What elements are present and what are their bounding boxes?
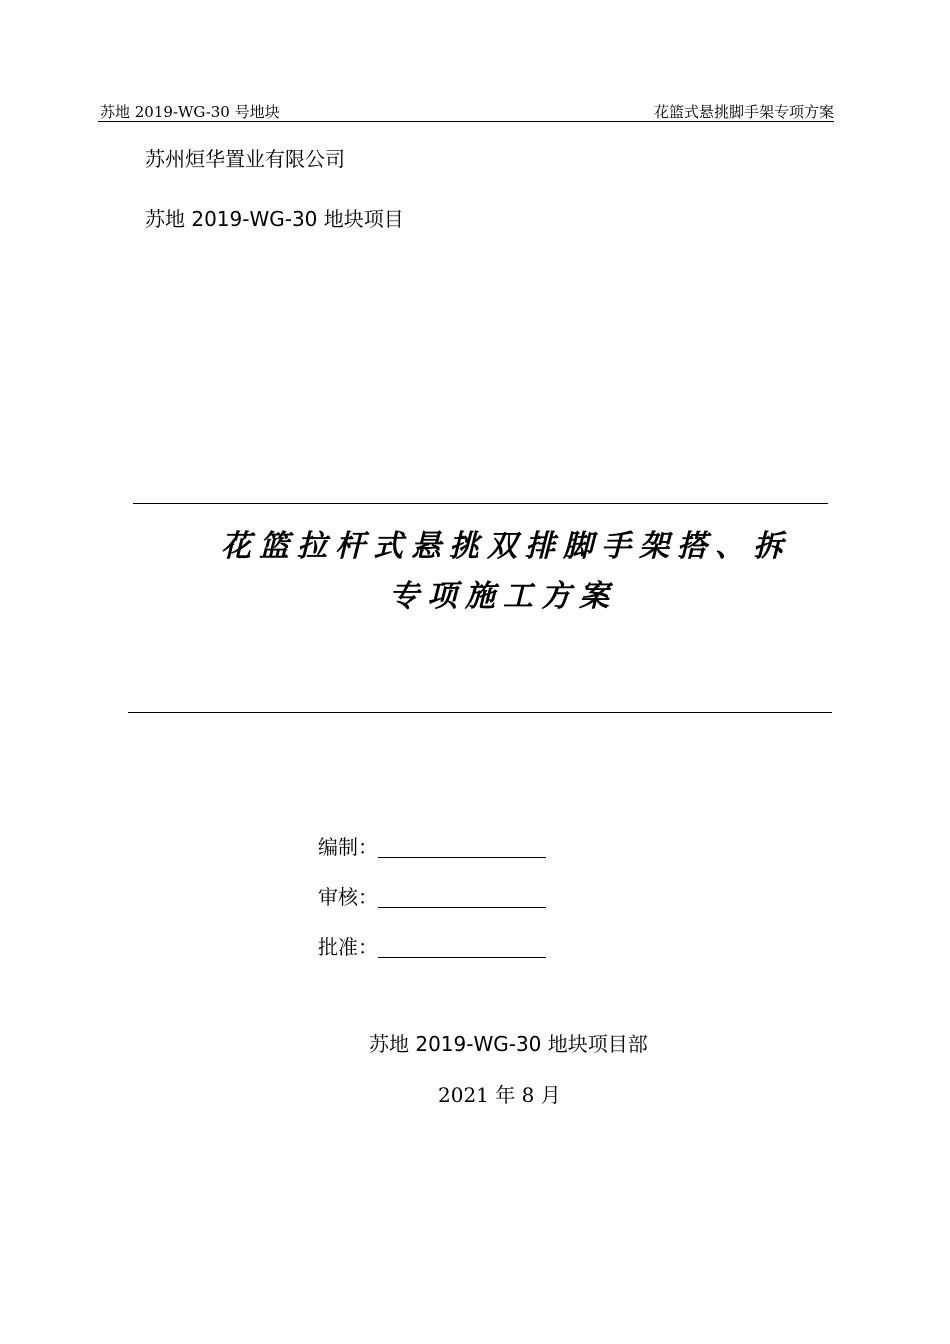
project-department: 苏地 2019-WG-30 地块项目部	[369, 1032, 648, 1056]
signature-row-reviewed	[318, 882, 546, 912]
document-title-line2: 专项施工方案	[389, 579, 617, 614]
document-date: 2021 年 8 月	[438, 1083, 561, 1107]
signature-row-compiled	[318, 832, 546, 862]
document-title-line1: 花篮拉杆式悬挑双排脚手架搭、拆	[221, 529, 791, 564]
compiled-label: 编制：	[318, 835, 378, 859]
approved-signature-line	[378, 957, 546, 958]
title-rule-top	[133, 503, 828, 504]
company-name: 苏州烜华置业有限公司	[145, 147, 345, 171]
header-right: 花篮式悬挑脚手架专项方案	[653, 103, 834, 121]
compiled-signature-line	[378, 857, 546, 858]
project-name: 苏地 2019-WG-30 地块项目	[145, 207, 404, 231]
reviewed-label: 审核：	[318, 885, 378, 909]
approved-label: 批准：	[318, 935, 378, 959]
header-divider	[98, 121, 834, 122]
signature-row-approved	[318, 932, 546, 962]
title-rule-bottom	[128, 712, 832, 713]
reviewed-signature-line	[378, 907, 546, 908]
header-left: 苏地 2019-WG-30 号地块	[100, 103, 280, 121]
